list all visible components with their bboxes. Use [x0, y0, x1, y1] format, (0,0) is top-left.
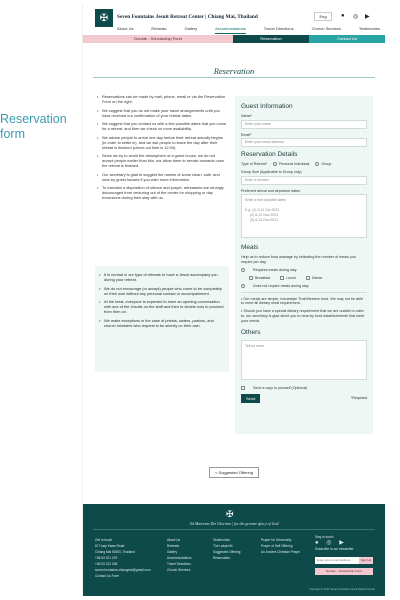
accompaniment-box: [95, 266, 229, 372]
footer-links-3: [261, 537, 300, 555]
footer-link[interactable]: Travel Directions: [167, 562, 191, 566]
subscribe-label: Subscribe to our newsletter: [315, 547, 354, 551]
main-nav: [117, 26, 380, 34]
check-dinner[interactable]: [306, 276, 323, 280]
footer: [83, 504, 385, 596]
require-meals-label: Requires meals during stay: [253, 267, 297, 272]
others-heading: Others: [241, 328, 261, 336]
stay-in-touch: [315, 534, 354, 552]
footer-donate-button[interactable]: Donate - Scholarship Fund: [315, 568, 373, 575]
radio-personal[interactable]: [273, 162, 309, 166]
send-button[interactable]: Send: [241, 394, 260, 403]
group-size-label: Group Size (Applicable to Group only): [241, 170, 302, 175]
name-label: Name*: [241, 114, 252, 118]
radio-require-meals[interactable]: [241, 268, 367, 272]
footer-links-2: [213, 537, 240, 561]
list-item: • Our secretary is glad to suggest the names of some clean, safe, and near-by guest houses if you wish more information.: [97, 172, 227, 182]
footer-link[interactable]: Accommodations: [167, 556, 192, 560]
footer-link[interactable]: Prayer for Generosity: [261, 538, 292, 542]
logo-cross-icon[interactable]: ✠: [95, 9, 113, 27]
footer-text: Chiang Mai 50300, Thailand: [95, 550, 135, 554]
list-item: • We advise people to arrive one day before their retreat actually begins (in order to settle in), and we ask people to leave the day after their retreat is finished (check-out time is 12:00).: [97, 135, 227, 150]
copy-label: Send a copy to yourself (Optional): [253, 385, 308, 390]
footer-link[interactable]: Reservation: [213, 556, 231, 560]
list-item: • We suggest that you do not make your travel arrangements until you have received our confirmation of your retreat dates.: [97, 108, 227, 118]
meals-heading: Meals: [241, 244, 259, 252]
footer-link[interactable]: Church Services: [167, 568, 191, 572]
dinner-label: Dinner: [311, 275, 323, 280]
footer-motto: Ad Maiorem Dei Gloriam | for the greater glory of God: [189, 521, 279, 526]
dates-textarea[interactable]: [241, 194, 367, 238]
footer-link[interactable]: Contact Us Form: [95, 574, 120, 578]
radio-personal-label: Personal Individual: [278, 162, 310, 166]
email-label: Email*: [241, 132, 252, 137]
instagram-icon[interactable]: ◎: [353, 14, 359, 20]
newsletter-input[interactable]: [315, 557, 373, 564]
retreat-type-row: [241, 162, 367, 166]
nav-retreats[interactable]: Retreats: [151, 26, 167, 31]
name-input[interactable]: Enter your name: [241, 120, 367, 129]
donate-bar[interactable]: Donate - Scholarship Fund: [83, 35, 233, 43]
footer-link[interactable]: Testimonies: [213, 538, 230, 542]
nav-about[interactable]: About Us: [117, 26, 134, 31]
copyright: Copyright © 2021 Seven Fountains Jesuit Retreat Center: [309, 588, 375, 591]
list-item: • We make exceptions in the case of priests, sisters, pastors, and church ministers who request to be silently on their own.: [99, 318, 225, 328]
footer-link[interactable]: Gallery: [167, 550, 178, 554]
footer-contact: [95, 537, 151, 579]
footer-social-icons[interactable]: ● ◎ ▶: [315, 540, 347, 546]
brand-title: Seven Fountains Jesuit Retreat Center | Chiang Mai, Thailand: [117, 14, 258, 20]
footer-link[interactable]: Prayer of Self Offering: [261, 544, 293, 548]
footer-email[interactable]: seven.fountains.chiangmai@gmail.com: [95, 568, 151, 572]
nav-travel[interactable]: Travel Directions: [263, 26, 294, 31]
meal-options: [241, 276, 367, 280]
info-list: [97, 94, 227, 204]
reservation-details-heading: Reservation Details: [241, 151, 298, 158]
footer-text: 87 Huay Kaew Road: [95, 544, 125, 548]
others-textarea[interactable]: Tell us more: [241, 340, 367, 380]
footer-link[interactable]: Suggested Offering: [213, 550, 241, 554]
copy-checkbox[interactable]: [241, 386, 367, 390]
meals-description: Help us to reduce food wastage by indicating the number of meals you require per day.: [241, 255, 356, 264]
dates-label: Preferred arrival and departure dates: [241, 188, 300, 193]
no-meals-label: Does not require meals during stay: [253, 283, 309, 288]
check-breakfast[interactable]: [249, 276, 270, 280]
list-item: • We do not encourage (or accept) people who come to be completely on their own without any personal contact or accompaniment.: [99, 286, 225, 296]
radio-group[interactable]: [315, 162, 331, 166]
footer-phone[interactable]: +66 53 221 079: [95, 556, 118, 560]
nav-church[interactable]: Church Services: [311, 26, 341, 31]
facebook-icon[interactable]: ●: [341, 13, 345, 19]
list-item: • Reservations can be made by mail, phone, email or via the Reservation Form on the right.: [97, 94, 227, 104]
list-item: • To maintain a disposition of silence and prayer, retreatants are strongly discouraged from venturing out of the center for shopping or day excursions during their stay with us.: [97, 185, 227, 200]
side-caption: Reservation form: [0, 112, 67, 141]
list-item: • It is normal in our type of retreats to have a Jesuit accompany you during your retreat.: [99, 272, 225, 282]
check-lunch[interactable]: [280, 276, 296, 280]
footer-link[interactable]: An Ancient Christian Prayer: [261, 550, 300, 554]
radio-group-label: Group: [321, 162, 332, 166]
footer-divider: [93, 529, 375, 530]
guest-info-heading: Guest Information: [241, 103, 293, 110]
footer-link[interactable]: The Labyrinth: [213, 544, 233, 548]
dates-example: (3) 6-12 Dec 2021: [250, 218, 279, 223]
radio-no-meals[interactable]: [241, 284, 367, 288]
dates-placeholder: Enter a few possible dates: [245, 198, 287, 203]
youtube-icon[interactable]: ▶: [365, 14, 370, 20]
breakfast-label: Breakfast: [255, 275, 271, 280]
footer-link[interactable]: Retreats: [167, 544, 180, 548]
sub-nav: [83, 35, 385, 43]
language-select[interactable]: Eng: [314, 12, 332, 21]
divider: [241, 292, 367, 293]
footer-phone[interactable]: +66 53 222 048: [95, 562, 118, 566]
stay-in-touch-heading: Stay in touch: [315, 535, 334, 539]
suggested-offering-button[interactable]: < Suggested Offering: [209, 467, 259, 478]
footer-heading: Get in touch: [95, 538, 113, 542]
footer-cross-icon: ✠: [226, 509, 234, 519]
nav-gallery[interactable]: Gallery: [184, 26, 198, 31]
email-input[interactable]: Enter your email address: [241, 138, 367, 147]
newsletter-placeholder: Enter your email address: [317, 558, 351, 562]
list-item: • We suggest that you contact us with a few possible dates that you come for a retreat, and then we check on room availability.: [97, 121, 227, 131]
footer-link[interactable]: About Us: [167, 538, 181, 542]
reservation-form: [235, 96, 373, 434]
footer-links-1: [167, 537, 191, 573]
required-note: *Required: [351, 396, 367, 401]
meals-note: • Should you have a special dietary requirement that we are unable to cater to, our secretary is glad direct you to near-by food establishments that meet your needs.: [241, 309, 365, 323]
dates-example: E.g. (1) 5-11 Oct 2021: [245, 208, 280, 213]
type-label: Type of Retreat*: [241, 162, 267, 167]
reservation-bar[interactable]: Reservation: [233, 35, 309, 43]
nav-testimonies[interactable]: Testimonies: [358, 26, 380, 31]
list-item: • At the least, everyone is expected to have an opening conversation with one of the Jesuits on the staff and then to decide how to proceed from then on.: [99, 299, 225, 314]
list-item: • Since we try to avoid the atmosphere of a guest house, we do not accept people earlier than this, nor allow them to remain onwards once the retreat is finished.: [97, 153, 227, 168]
group-size-input[interactable]: Enter a number: [241, 176, 367, 185]
lunch-label: Lunch: [286, 275, 296, 280]
signup-button[interactable]: Sign Up: [360, 558, 372, 562]
meals-note: • Our meals are simple, homestyle Thai/Western food. We may not be able to meet all dietary meal requirement.: [241, 296, 364, 306]
page-title: Reservation: [213, 66, 255, 76]
page-mockup: [82, 4, 384, 596]
dates-example: (2) 8-14 Nov 2021: [250, 213, 279, 218]
contact-bar[interactable]: Contact Us: [309, 35, 385, 43]
nav-accommodations[interactable]: Accommodations: [215, 26, 246, 34]
title-divider: [93, 77, 375, 78]
